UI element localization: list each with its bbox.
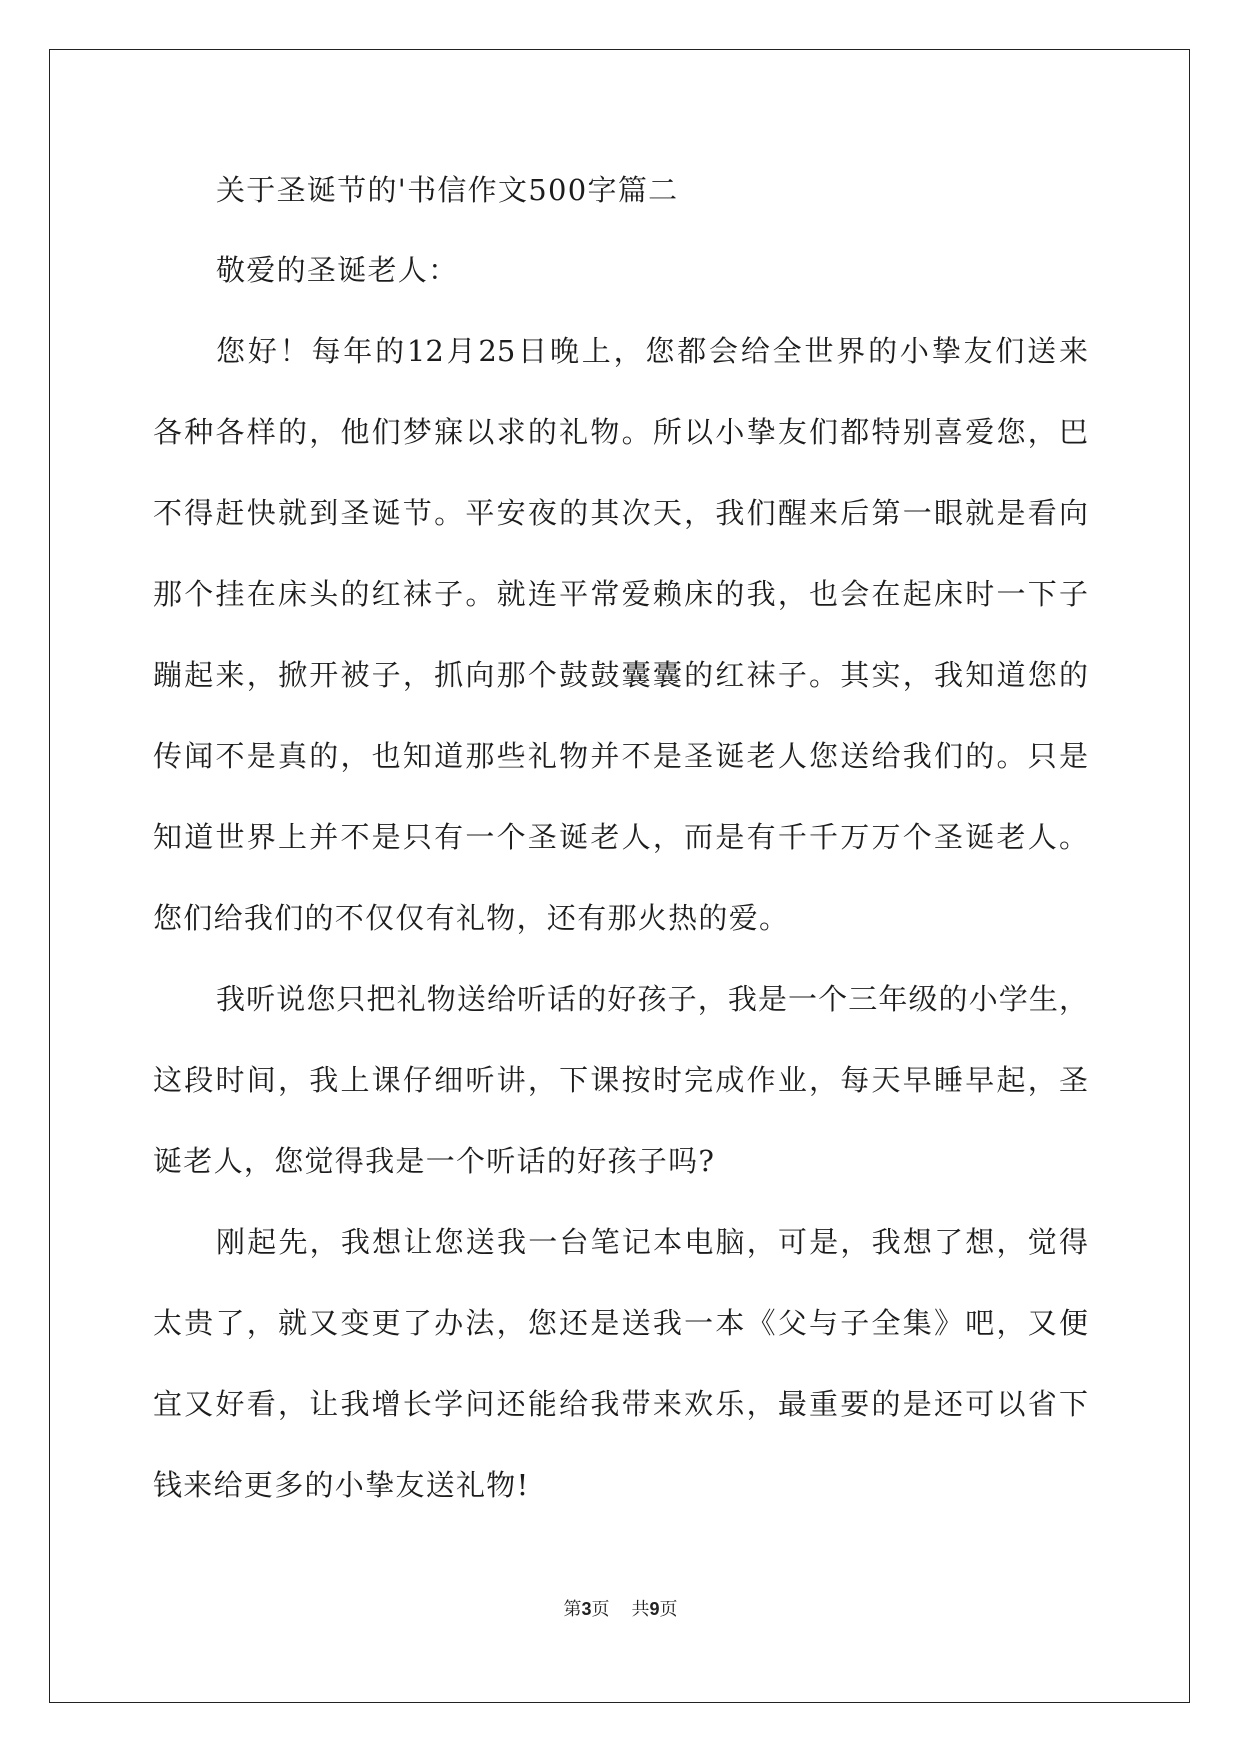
paragraph-line: 刚起先，我想让您送我一台笔记本电脑，可是，我想了想，觉得	[216, 1225, 1088, 1259]
paragraph-line: 各种各样的，他们梦寐以求的礼物。所以小挚友们都特别喜爱您，巴	[153, 415, 1088, 449]
paragraph-line: 知道世界上并不是只有一个圣诞老人，而是有千千万万个圣诞老人。	[153, 820, 1088, 854]
paragraph-line: 太贵了，就又变更了办法，您还是送我一本《父与子全集》吧，又便	[153, 1306, 1088, 1340]
total-suffix: 页	[659, 1599, 678, 1620]
page-border	[49, 49, 1190, 1703]
paragraph-line: 诞老人，您觉得我是一个听话的好孩子吗?	[153, 1144, 716, 1178]
paragraph-line: 宜又好看，让我增长学问还能给我带来欢乐，最重要的是还可以省下	[153, 1387, 1088, 1421]
page-suffix: 页	[591, 1599, 610, 1620]
paragraph-line: 您好！每年的12月25日晚上，您都会给全世界的小挚友们送来	[216, 334, 1088, 368]
document-title: 关于圣诞节的'书信作文500字篇二	[216, 173, 679, 207]
paragraph-line: 蹦起来，掀开被子，抓向那个鼓鼓囊囊的红袜子。其实，我知道您的	[153, 658, 1088, 692]
page-footer	[0, 1597, 1241, 1622]
paragraph-line: 传闻不是真的，也知道那些礼物并不是圣诞老人您送给我们的。只是	[153, 739, 1088, 773]
paragraph-line: 那个挂在床头的红袜子。就连平常爱赖床的我，也会在起床时一下子	[153, 577, 1088, 611]
paragraph-line: 这段时间，我上课仔细听讲，下课按时完成作业，每天早睡早起，圣	[153, 1063, 1088, 1097]
paragraph-line: 不得赶快就到圣诞节。平安夜的其次天，我们醒来后第一眼就是看向	[153, 496, 1088, 530]
total-page-number: 9	[649, 1599, 660, 1619]
paragraph-line: 我听说您只把礼物送给听话的好孩子，我是一个三年级的小学生，	[216, 982, 1088, 1016]
paragraph-line: 钱来给更多的小挚友送礼物!	[153, 1468, 530, 1502]
paragraph-line: 您们给我们的不仅仅有礼物，还有那火热的爱。	[153, 901, 790, 935]
total-prefix: 共	[631, 1599, 650, 1620]
current-page-number: 3	[581, 1599, 592, 1619]
salutation: 敬爱的圣诞老人：	[216, 253, 459, 287]
page-prefix: 第	[563, 1599, 582, 1620]
